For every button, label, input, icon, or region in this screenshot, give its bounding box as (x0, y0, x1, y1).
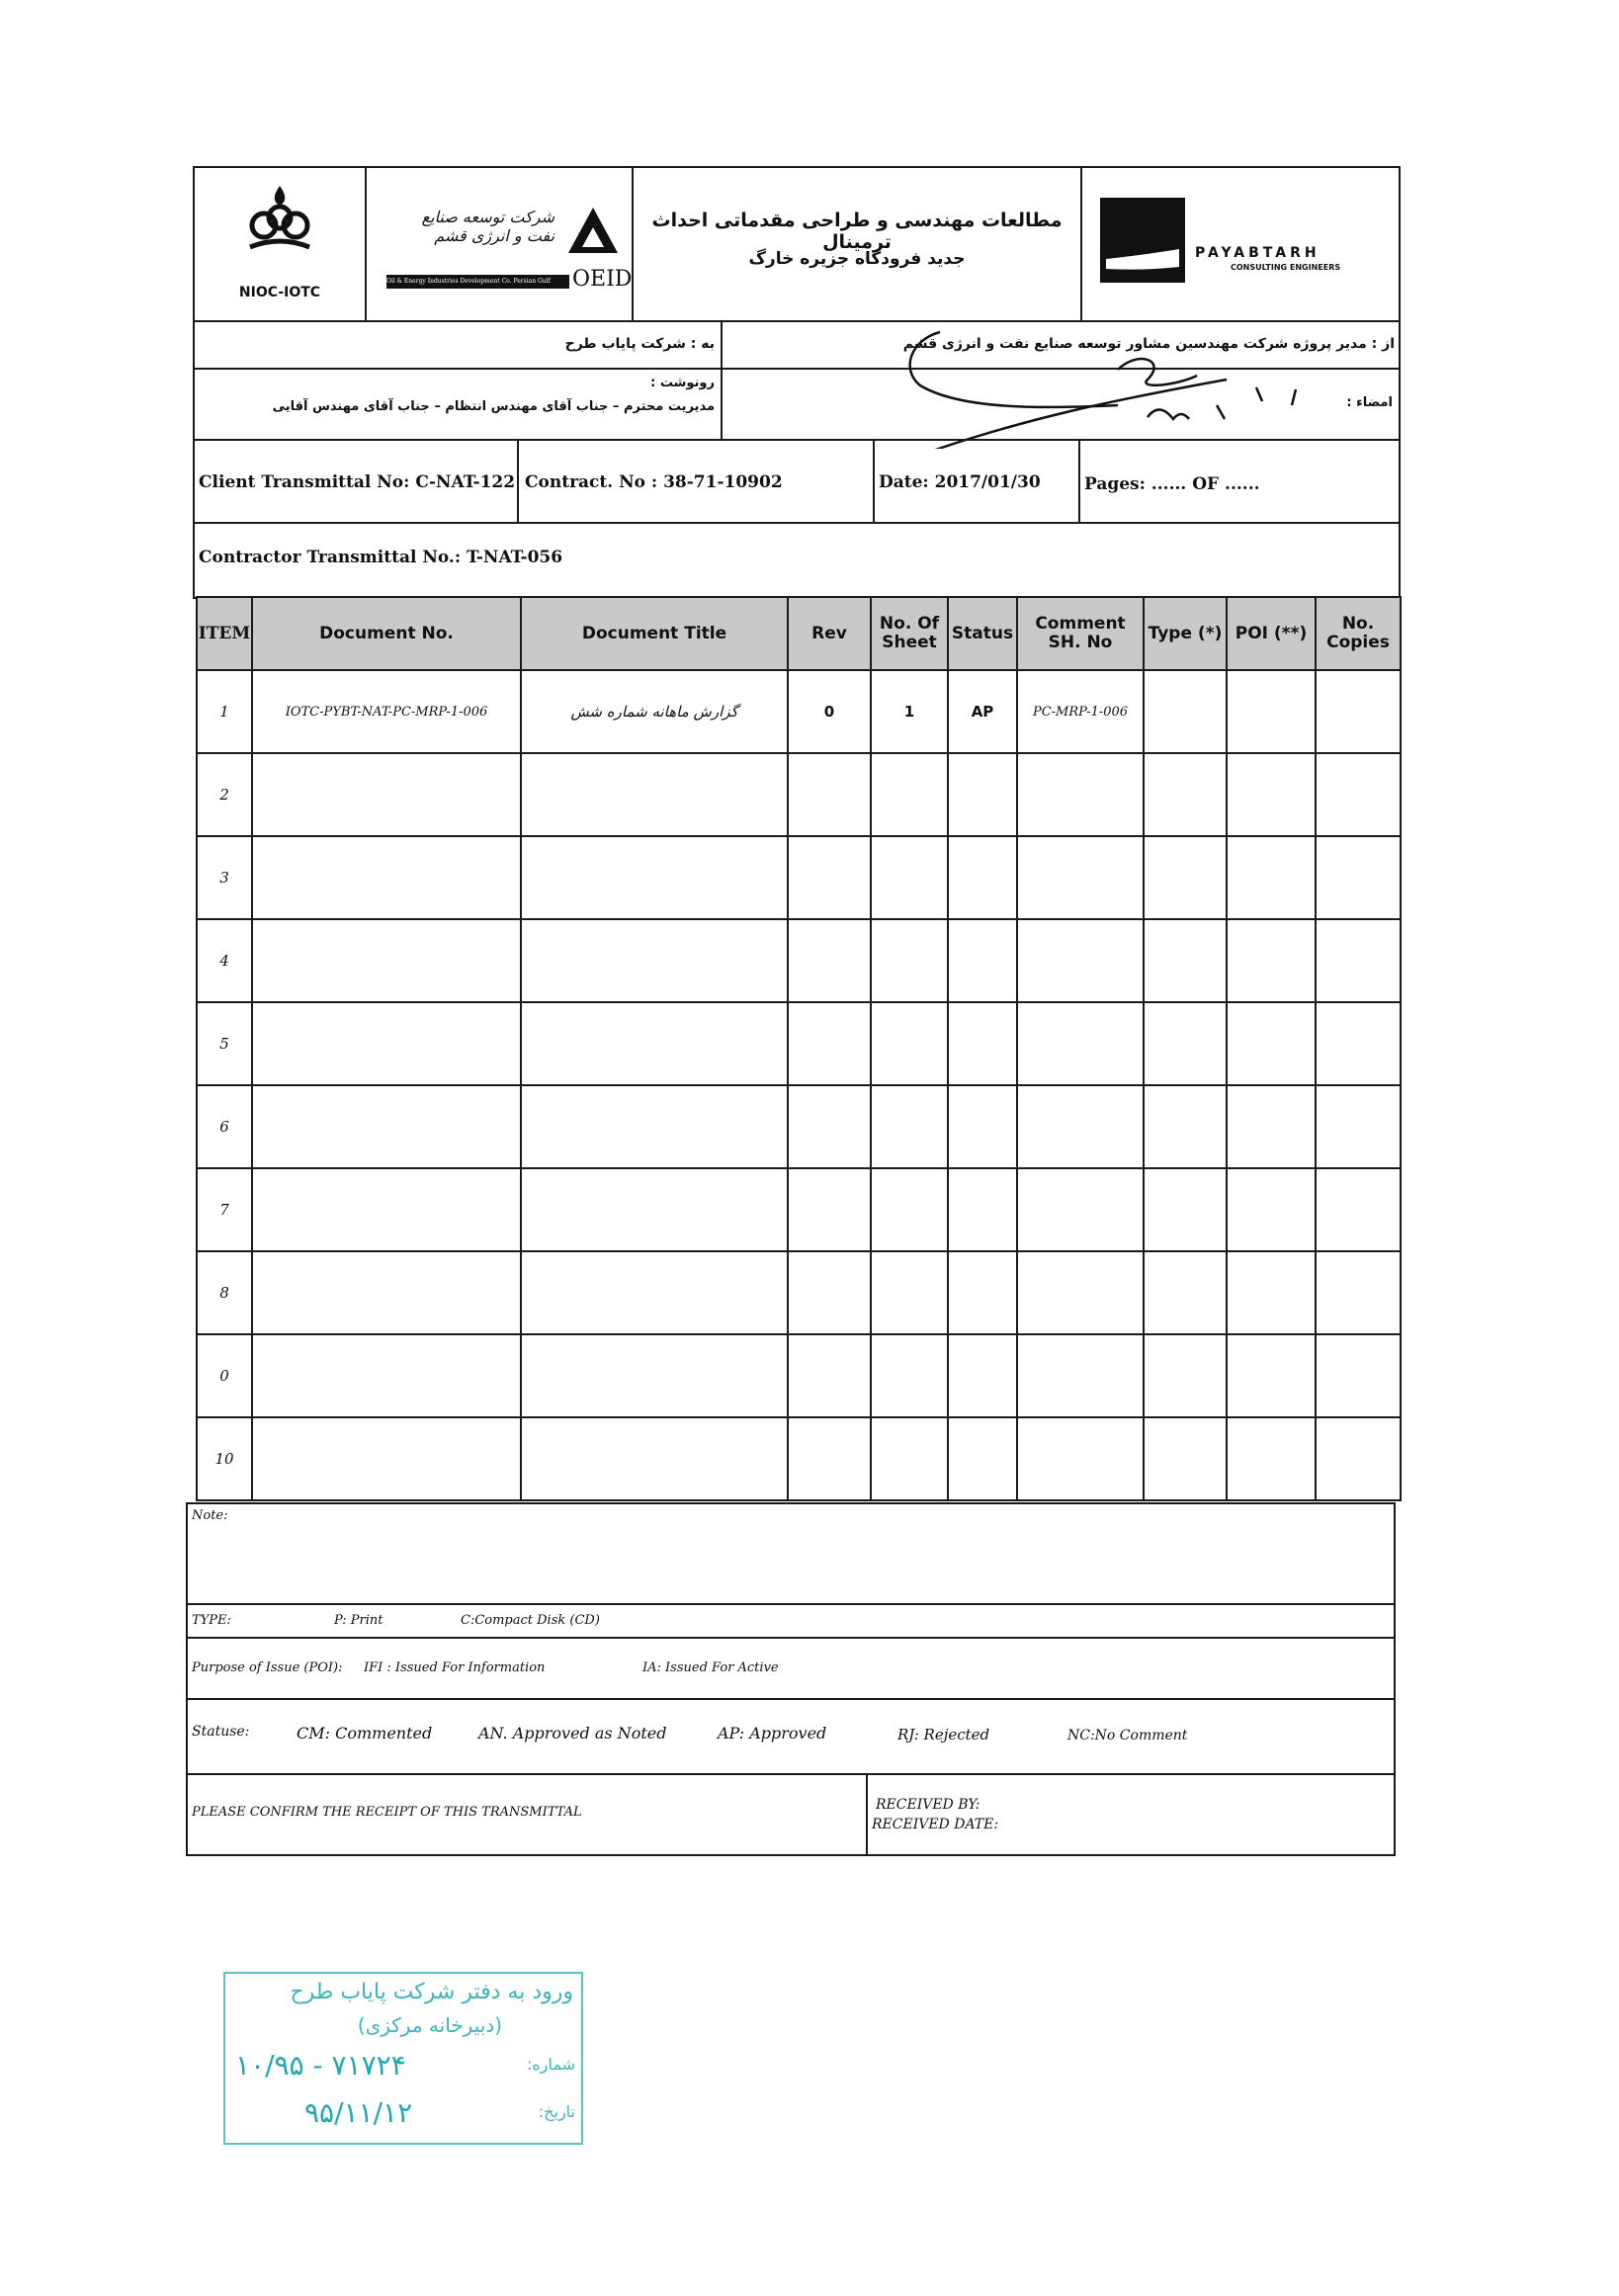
oeid-label: OEID (572, 267, 633, 292)
header-poi: POI (**) (1227, 597, 1316, 670)
cell-poi (1227, 1417, 1316, 1500)
table-row (197, 1251, 1401, 1334)
cc-label: رونوشت : (650, 376, 715, 390)
cell-type (1144, 670, 1227, 753)
cell-poi (1227, 670, 1316, 753)
received-stamp (223, 1972, 583, 2145)
cell-document-title (521, 1417, 788, 1500)
received-date: RECEIVED DATE: (872, 1817, 999, 1832)
cell-type (1144, 919, 1227, 1002)
cell-rev (788, 1168, 871, 1251)
cell-comment-sh-no (1017, 836, 1144, 919)
cell-type (1144, 1251, 1227, 1334)
table-row (197, 919, 1401, 1002)
confirm-text: PLEASE CONFIRM THE RECEIPT OF THIS TRANSMITTAL (192, 1805, 582, 1820)
cell-status (948, 919, 1017, 1002)
cell-document-no (252, 919, 521, 1002)
note-label: Note: (192, 1508, 228, 1523)
cell-comment-sh-no (1017, 1251, 1144, 1334)
header-company-cell (1080, 166, 1401, 322)
table-header-row (197, 597, 1401, 670)
cell-document-no (252, 1251, 521, 1334)
table-row (197, 1002, 1401, 1085)
cell-document-no: IOTC-PYBT-NAT-PC-MRP-1-006 (252, 670, 521, 753)
table-row (197, 1168, 1401, 1251)
document-table (196, 596, 1402, 1501)
type-row (186, 1603, 1396, 1639)
stamp-number-label: شماره: (526, 2055, 575, 2074)
header-title-cell (632, 166, 1082, 322)
status-row (186, 1698, 1396, 1775)
cell-item: 5 (197, 1002, 252, 1085)
cell-document-title (521, 1085, 788, 1168)
poi-ia: IA: Issued For Active (642, 1660, 779, 1675)
cell-poi (1227, 753, 1316, 836)
from-field: از : مدیر پروژه شرکت مهندسین مشاور توسعه صنایع نفت و انرژی قشم (902, 336, 1395, 352)
header-comment-sh-no: Comment SH. No (1017, 597, 1144, 670)
cell-no-copies (1316, 1002, 1401, 1085)
cell-no-of-sheet (871, 1168, 948, 1251)
cell-item: 10 (197, 1417, 252, 1500)
cell-document-title (521, 753, 788, 836)
cell-rev (788, 836, 871, 919)
poi-label: Purpose of Issue (POI): (192, 1660, 343, 1675)
stamp-date-value: ۹۵/۱۱/۱۲ (304, 2096, 413, 2129)
cell-no-of-sheet (871, 1417, 948, 1500)
header-item: ITEM (197, 597, 252, 670)
cell-document-title: گزارش ماهانه شماره شش (521, 670, 788, 753)
cell-poi (1227, 1168, 1316, 1251)
cell-document-no (252, 1334, 521, 1417)
type-label: TYPE: (192, 1613, 231, 1628)
header-no-of-sheet: No. Of Sheet (871, 597, 948, 670)
project-title-line1: مطالعات مهندسی و طراحی مقدماتی احداث ترمینال (651, 210, 1063, 253)
cell-poi (1227, 1251, 1316, 1334)
status-cm: CM: Commented (297, 1724, 433, 1743)
header-document-title: Document Title (521, 597, 788, 670)
header-document-no: Document No. (252, 597, 521, 670)
nioc-label: NIOC-IOTC (238, 285, 321, 300)
cell-status: AP (948, 670, 1017, 753)
cell-item: 3 (197, 836, 252, 919)
cell-type (1144, 836, 1227, 919)
cell-item: 7 (197, 1168, 252, 1251)
cell-no-of-sheet (871, 753, 948, 836)
oeid-sub-bar: Oil & Energy Industries Development Co. Persian Gulf (386, 275, 569, 289)
cell-rev (788, 1417, 871, 1500)
received-by: RECEIVED BY: (876, 1797, 980, 1813)
cell-no-copies (1316, 836, 1401, 919)
cell-status (948, 1002, 1017, 1085)
cell-item: 0 (197, 1334, 252, 1417)
stamp-number-value: ۱۰/۹۵ - ۷۱۷۲۴ (235, 2049, 406, 2082)
cell-item: 6 (197, 1085, 252, 1168)
cell-no-of-sheet (871, 1334, 948, 1417)
cell-no-of-sheet (871, 1251, 948, 1334)
header-no-copies: No. Copies (1316, 597, 1401, 670)
cell-rev (788, 1085, 871, 1168)
cell-no-copies (1316, 753, 1401, 836)
cell-status (948, 1417, 1017, 1500)
table-row (197, 836, 1401, 919)
table-row (197, 670, 1401, 753)
signature-cell (721, 368, 1401, 441)
cell-no-copies (1316, 1251, 1401, 1334)
status-ap: AP: Approved (718, 1724, 827, 1743)
type-print: P: Print (334, 1613, 383, 1628)
client-transmittal: Client Transmittal No: C-NAT-122 (199, 472, 516, 492)
cell-rev (788, 1002, 871, 1085)
cell-poi (1227, 1334, 1316, 1417)
cell-comment-sh-no: PC-MRP-1-006 (1017, 670, 1144, 753)
cell-document-title (521, 1334, 788, 1417)
cell-rev: 0 (788, 670, 871, 753)
company-name: PAYABTARH (1195, 245, 1321, 261)
cell-type (1144, 1168, 1227, 1251)
cell-poi (1227, 1002, 1316, 1085)
transmittal-date: Date: 2017/01/30 (879, 472, 1041, 492)
cell-comment-sh-no (1017, 753, 1144, 836)
cell-no-copies (1316, 919, 1401, 1002)
table-row (197, 1417, 1401, 1500)
cell-no-of-sheet (871, 836, 948, 919)
received-divider (866, 1775, 868, 1854)
cell-document-title (521, 1002, 788, 1085)
note-box (186, 1502, 1396, 1605)
cell-no-copies (1316, 1417, 1401, 1500)
poi-row (186, 1637, 1396, 1700)
to-cell (193, 320, 723, 370)
cell-rev (788, 1251, 871, 1334)
status-an: AN. Approved as Noted (478, 1724, 667, 1743)
cell-document-no (252, 1085, 521, 1168)
table-row (197, 1334, 1401, 1417)
table-row (197, 1085, 1401, 1168)
cell-no-copies (1316, 1085, 1401, 1168)
company-subtitle: CONSULTING ENGINEERS (1231, 263, 1341, 272)
cell-comment-sh-no (1017, 1417, 1144, 1500)
cell-poi (1227, 919, 1316, 1002)
cell-comment-sh-no (1017, 919, 1144, 1002)
stamp-line1: ورود به دفتر شرکت پایاب طرح (290, 1980, 573, 2004)
confirm-row (186, 1773, 1396, 1856)
handwritten-signature-icon (900, 310, 1316, 449)
contract-cell (517, 439, 875, 524)
header-oeid-cell (365, 166, 634, 322)
cell-no-of-sheet (871, 1002, 948, 1085)
cell-no-of-sheet (871, 1085, 948, 1168)
cell-item: 4 (197, 919, 252, 1002)
cell-type (1144, 1334, 1227, 1417)
header-type: Type (*) (1144, 597, 1227, 670)
cell-no-copies (1316, 670, 1401, 753)
status-label: Statuse: (192, 1724, 250, 1740)
cell-rev (788, 919, 871, 1002)
project-title-line2: جدید فرودگاه جزیره خارگ (748, 249, 966, 269)
contract-number: Contract. No : 38-71-10902 (525, 472, 783, 492)
cell-type (1144, 753, 1227, 836)
cell-no-copies (1316, 1334, 1401, 1417)
cell-document-title (521, 1251, 788, 1334)
poi-ifi: IFI : Issued For Information (364, 1660, 546, 1675)
cell-no-copies (1316, 1168, 1401, 1251)
cell-no-of-sheet (871, 919, 948, 1002)
cell-poi (1227, 836, 1316, 919)
cell-document-title (521, 836, 788, 919)
type-cd: C:Compact Disk (CD) (461, 1613, 600, 1628)
cell-type (1144, 1085, 1227, 1168)
cell-status (948, 1334, 1017, 1417)
contractor-transmittal: Contractor Transmittal No.: T-NAT-056 (199, 548, 563, 567)
cell-status (948, 836, 1017, 919)
cc-value: مدیریت محترم – جناب آقای مهندس انتظام – جناب آقای مهندس آقایی (272, 399, 715, 414)
header-status: Status (948, 597, 1017, 670)
cell-status (948, 1168, 1017, 1251)
cell-type (1144, 1417, 1227, 1500)
oeid-persian-logo: شرکت توسعه صنایع نفت و انرژی قشم (421, 208, 554, 245)
cell-item: 2 (197, 753, 252, 836)
stamp-date-label: تاریخ: (538, 2102, 575, 2121)
signature-label: امضاء : (1346, 395, 1393, 410)
cell-document-no (252, 1417, 521, 1500)
pages-field: Pages: ...... OF ...... (1084, 474, 1260, 494)
cell-status (948, 1251, 1017, 1334)
nioc-logo-icon (240, 182, 319, 259)
to-field: به : شرکت پایاب طرح (564, 336, 715, 352)
cell-document-title (521, 919, 788, 1002)
cell-document-no (252, 1168, 521, 1251)
oeid-triangle-icon (564, 204, 622, 259)
cell-poi (1227, 1085, 1316, 1168)
payabtarh-logo-icon (1100, 198, 1185, 283)
cell-comment-sh-no (1017, 1168, 1144, 1251)
cell-type (1144, 1002, 1227, 1085)
stamp-line2: (دبیرخانه مرکزی) (357, 2013, 502, 2037)
contractor-cell (193, 522, 1401, 599)
cell-document-no (252, 753, 521, 836)
header-rev: Rev (788, 597, 871, 670)
status-rj: RJ: Rejected (897, 1726, 990, 1743)
table-row (197, 753, 1401, 836)
cell-comment-sh-no (1017, 1334, 1144, 1417)
cell-document-title (521, 1168, 788, 1251)
cell-item: 1 (197, 670, 252, 753)
cell-status (948, 1085, 1017, 1168)
client-transmittal-cell (193, 439, 519, 524)
cell-status (948, 753, 1017, 836)
cc-cell (193, 368, 723, 441)
cell-item: 8 (197, 1251, 252, 1334)
header-nioc-cell (193, 166, 367, 322)
pages-cell (1078, 439, 1401, 524)
cell-comment-sh-no (1017, 1002, 1144, 1085)
cell-document-no (252, 1002, 521, 1085)
cell-document-no (252, 836, 521, 919)
status-nc: NC:No Comment (1067, 1728, 1188, 1743)
cell-rev (788, 1334, 871, 1417)
cell-comment-sh-no (1017, 1085, 1144, 1168)
cell-no-of-sheet: 1 (871, 670, 948, 753)
cell-rev (788, 753, 871, 836)
date-cell (873, 439, 1080, 524)
